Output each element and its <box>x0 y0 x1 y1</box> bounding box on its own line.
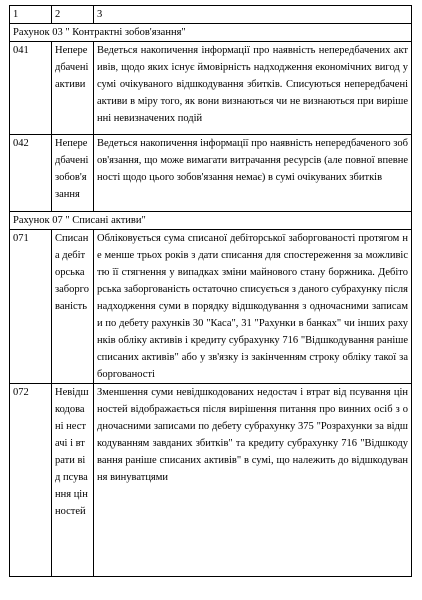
section-row-03 <box>10 24 412 42</box>
account-code: 072 <box>10 384 52 577</box>
account-name: Невідшкодовані нестачі і втрати від псування цінностей <box>52 384 94 577</box>
account-name: Непередбачені активи <box>52 42 94 135</box>
section-title: Рахунок 03 " Контрактні зобов'язання" <box>10 24 412 42</box>
account-description: Ведеться накопичення інформації про наявність непередбачених активів, щодо яких існує ймовірність надходження економічних вигод у сумі очікуваного відшкодування збитків. Списуються непередбачені активи в міру того, як вони визнаються чи не визнаються при вирішенні невизначених подій <box>94 42 412 135</box>
section-row-07 <box>10 212 412 230</box>
column-number-1: 1 <box>10 6 52 24</box>
account-name: Непередбачені зобов'язання <box>52 135 94 212</box>
accounts-table <box>9 5 412 577</box>
account-description: Ведеться накопичення інформації про наявність непередбаченого зобов'язання, що може вимагати витрачання ресурсів (але повної впевненості щодо цього зобов'язання немає) в сумі очікуваних збитків <box>94 135 412 212</box>
account-code: 041 <box>10 42 52 135</box>
account-name: Списана дебіторська заборгованість <box>52 230 94 384</box>
account-code: 042 <box>10 135 52 212</box>
account-description: Обліковується сума списаної дебіторської заборгованості протягом не менше трьох років з дати списання для спостереження за можливістю її стягнення у випадках зміни майнового стану боржника. Дебіторська заборгованість остаточно списується з даного субрахунку після надходження суми в порядку відшкодування з одночасними записами по дебету рахунків 30 "Каса", 31 "Рахунки в банках" чи інших рахунків обліку активів і кредиту субрахунку 716 "Відшкодування раніше списаних активів" або у зв'язку із закінченням строку обліку такої заборгованості <box>94 230 412 384</box>
column-number-3: 3 <box>94 6 412 24</box>
account-code: 071 <box>10 230 52 384</box>
header-row <box>10 6 412 24</box>
table-row <box>10 42 412 135</box>
table-row <box>10 230 412 384</box>
section-title: Рахунок 07 " Списані активи" <box>10 212 412 230</box>
table-row <box>10 135 412 212</box>
column-number-2: 2 <box>52 6 94 24</box>
account-description: Зменшення суми невідшкодованих недостач і втрат від псування цінностей відображається після вирішення питання про винних осіб з одночасними записами по дебету субрахунку 375 "Розрахунки за відшкодуванням завданих збитків" та кредиту субрахунку 716 "Відшкодування раніше списаних активів" в сумі, що належить до відшкодування винуватцями <box>94 384 412 577</box>
table-row <box>10 384 412 577</box>
